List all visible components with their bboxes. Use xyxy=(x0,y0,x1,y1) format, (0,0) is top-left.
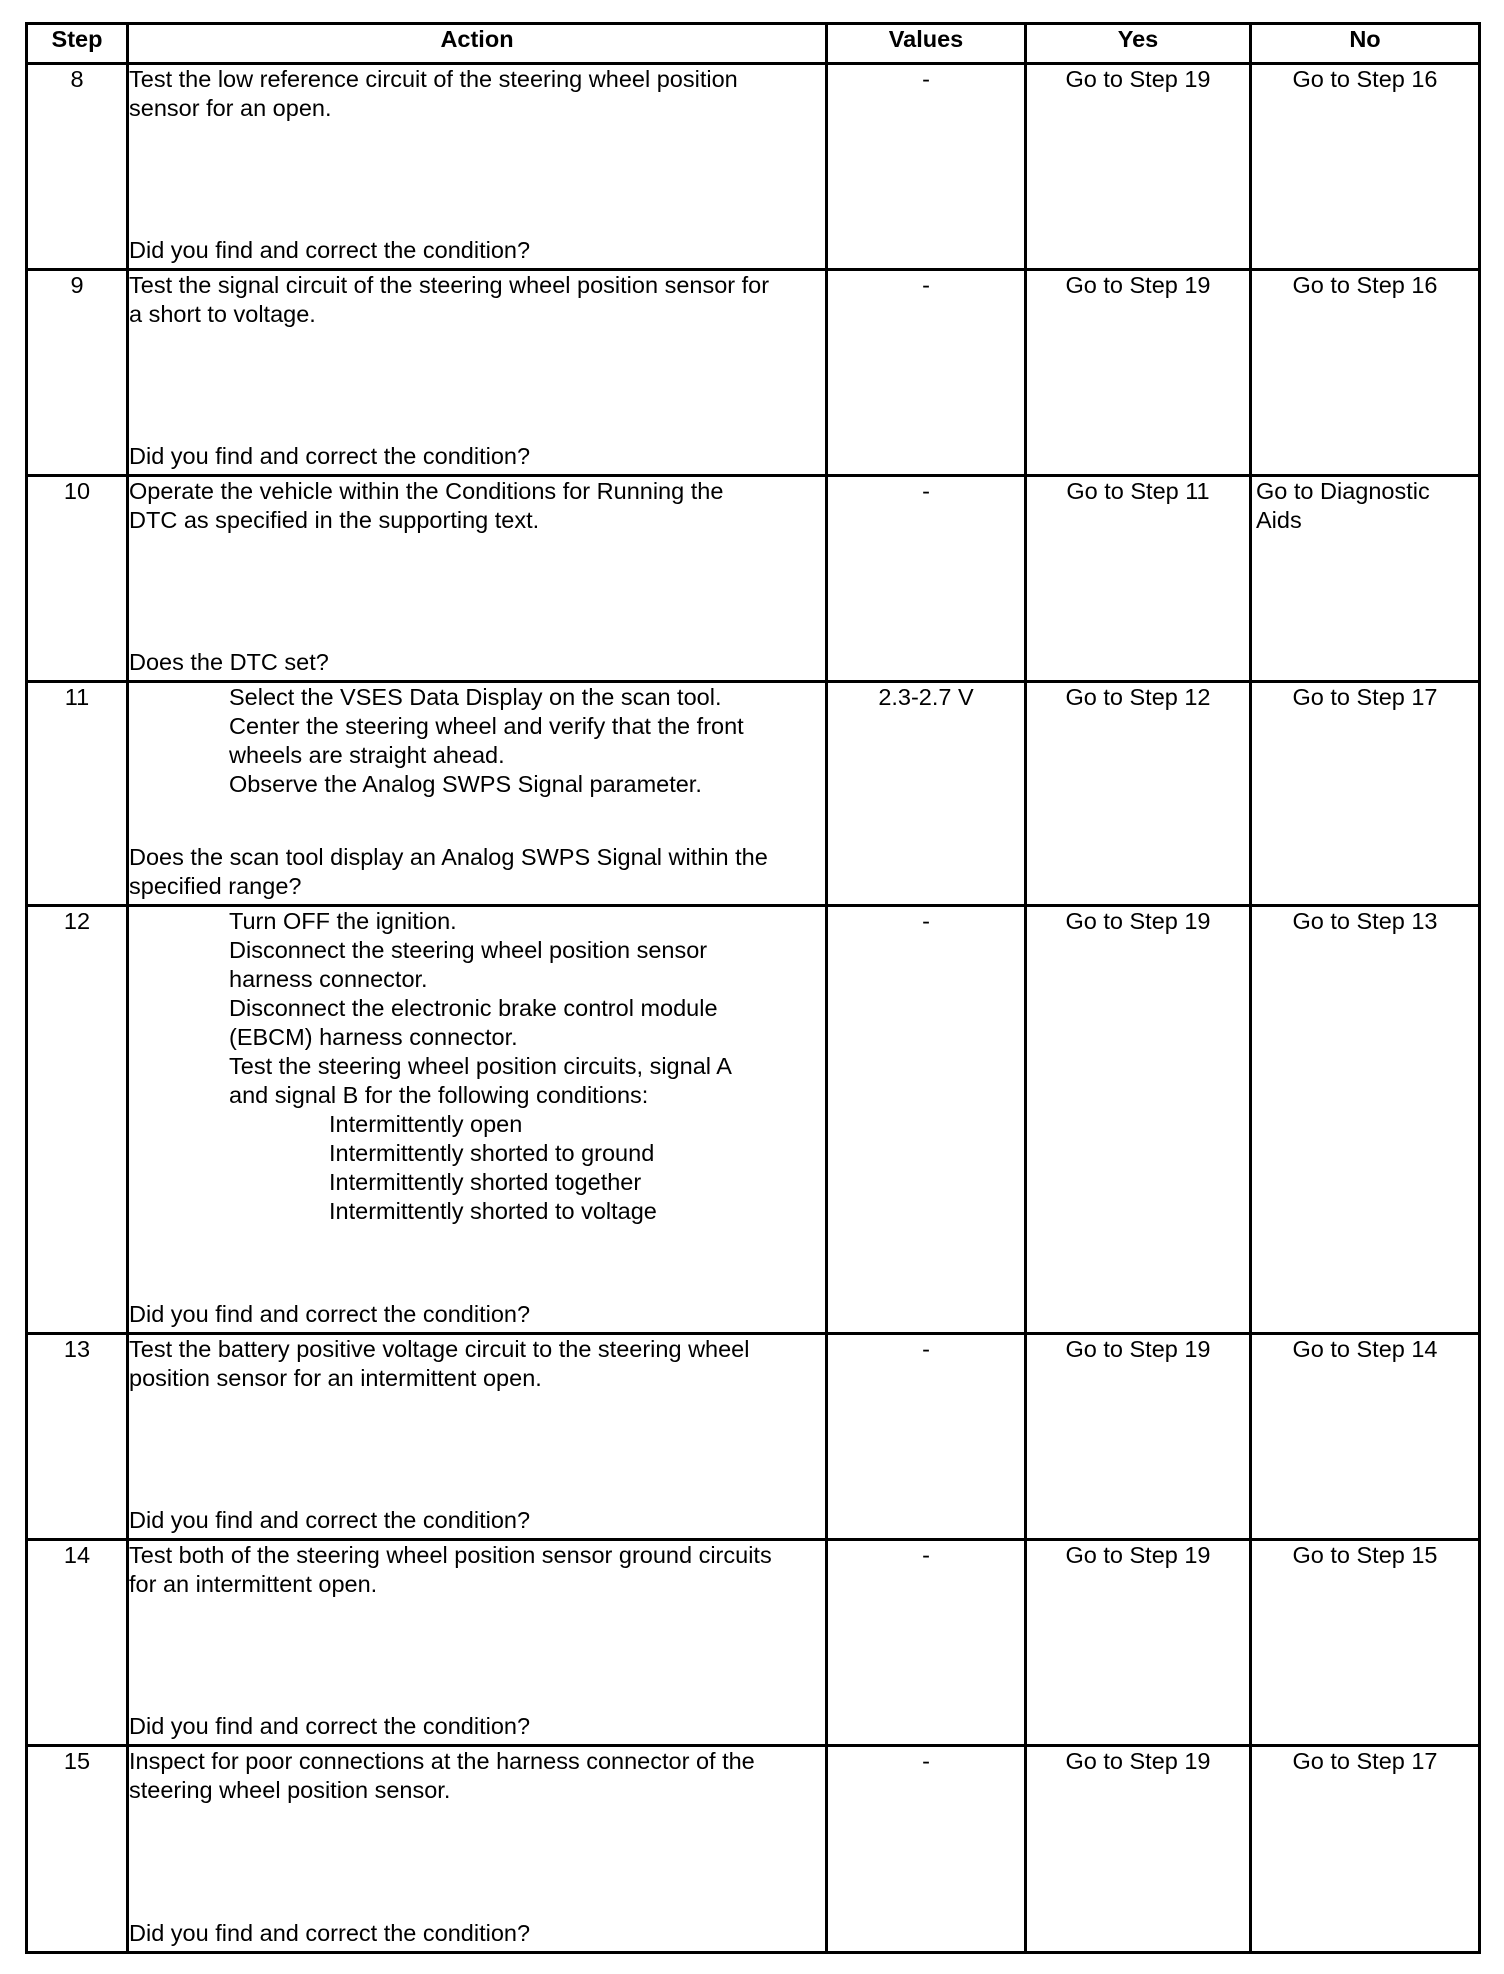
sub-condition: Intermittently open xyxy=(329,1111,523,1137)
action-cell xyxy=(128,1746,827,1953)
action-text: Inspect for poor connections at the harness connector of the steering wheel position sensor. xyxy=(129,1748,755,1803)
no-link[interactable]: Go to Step 14 xyxy=(1251,1334,1480,1540)
question-text: Did you find and correct the condition? xyxy=(129,1507,531,1533)
step-number: 13 xyxy=(27,1334,128,1540)
value-cell: - xyxy=(827,1334,1026,1540)
action-step: Disconnect the steering wheel position sensor xyxy=(229,937,708,963)
action-steps xyxy=(129,907,825,1226)
sub-condition: Intermittently shorted to voltage xyxy=(329,1198,657,1224)
no-link[interactable]: Go to Diagnostic Aids xyxy=(1251,476,1480,682)
step-number: 15 xyxy=(27,1746,128,1953)
no-link[interactable]: Go to Step 17 xyxy=(1251,1746,1480,1953)
no-link[interactable]: Go to Step 15 xyxy=(1251,1540,1480,1746)
table-row-step-13 xyxy=(27,1334,1480,1540)
question-text: Did you find and correct the condition? xyxy=(129,237,531,263)
question-text: Did you find and correct the condition? xyxy=(129,1301,531,1327)
yes-link[interactable]: Go to Step 19 xyxy=(1026,270,1251,476)
yes-link[interactable]: Go to Step 19 xyxy=(1026,64,1251,270)
action-cell xyxy=(128,1540,827,1746)
action-step: (EBCM) harness connector. xyxy=(229,1024,518,1050)
question-text: Did you find and correct the condition? xyxy=(129,1920,531,1946)
no-link[interactable]: Go to Step 17 xyxy=(1251,682,1480,906)
value-cell: - xyxy=(827,906,1026,1334)
table-row-step-15 xyxy=(27,1746,1480,1953)
table-row-step-10 xyxy=(27,476,1480,682)
table-row-step-12 xyxy=(27,906,1480,1334)
question-text: Did you find and correct the condition? xyxy=(129,443,531,469)
table-row-step-8 xyxy=(27,64,1480,270)
step-number: 12 xyxy=(27,906,128,1334)
action-step: Turn OFF the ignition. xyxy=(229,908,457,934)
step-number: 14 xyxy=(27,1540,128,1746)
no-link[interactable]: Go to Step 13 xyxy=(1251,906,1480,1334)
action-step: wheels are straight ahead. xyxy=(229,742,505,768)
value-cell: - xyxy=(827,270,1026,476)
action-cell xyxy=(128,64,827,270)
question-text: Does the scan tool display an Analog SWPS Signal within the specified range? xyxy=(129,844,768,899)
header-step: Step xyxy=(27,24,128,64)
header-row xyxy=(27,24,1480,64)
step-number: 8 xyxy=(27,64,128,270)
action-text: Test the signal circuit of the steering wheel position sensor for a short to voltage. xyxy=(129,272,770,327)
header-no: No xyxy=(1251,24,1480,64)
action-cell xyxy=(128,476,827,682)
action-step: harness connector. xyxy=(229,966,428,992)
action-step: Observe the Analog SWPS Signal parameter. xyxy=(229,771,702,797)
action-step: Test the steering wheel position circuits, signal A xyxy=(229,1053,732,1079)
no-link[interactable]: Go to Step 16 xyxy=(1251,64,1480,270)
action-cell xyxy=(128,270,827,476)
action-text: Operate the vehicle within the Conditions for Running the DTC as specified in the supporting text. xyxy=(129,478,724,533)
question-text: Does the DTC set? xyxy=(129,649,329,675)
question-text: Did you find and correct the condition? xyxy=(129,1713,531,1739)
step-number: 11 xyxy=(27,682,128,906)
action-text: Test the low reference circuit of the steering wheel position sensor for an open. xyxy=(129,66,738,121)
step-number: 10 xyxy=(27,476,128,682)
header-action: Action xyxy=(128,24,827,64)
value-cell: - xyxy=(827,64,1026,270)
action-step: and signal B for the following conditions: xyxy=(229,1082,649,1108)
yes-link[interactable]: Go to Step 19 xyxy=(1026,1746,1251,1953)
value-cell: - xyxy=(827,1540,1026,1746)
yes-link[interactable]: Go to Step 19 xyxy=(1026,1540,1251,1746)
action-text: Test the battery positive voltage circuit to the steering wheel position sensor for an intermittent open. xyxy=(129,1336,750,1391)
yes-link[interactable]: Go to Step 19 xyxy=(1026,1334,1251,1540)
step-number: 9 xyxy=(27,270,128,476)
table-row-step-11 xyxy=(27,682,1480,906)
action-cell xyxy=(128,682,827,906)
sub-condition: Intermittently shorted to ground xyxy=(329,1140,655,1166)
table-row-step-9 xyxy=(27,270,1480,476)
sub-condition: Intermittently shorted together xyxy=(329,1169,642,1195)
value-cell: - xyxy=(827,476,1026,682)
yes-link[interactable]: Go to Step 12 xyxy=(1026,682,1251,906)
action-text: Test both of the steering wheel position sensor ground circuits for an intermittent open. xyxy=(129,1542,772,1597)
value-cell: - xyxy=(827,1746,1026,1953)
header-values: Values xyxy=(827,24,1026,64)
value-cell: 2.3-2.7 V xyxy=(827,682,1026,906)
no-link[interactable]: Go to Step 16 xyxy=(1251,270,1480,476)
action-step: Center the steering wheel and verify that the front xyxy=(229,713,744,739)
action-step: Disconnect the electronic brake control module xyxy=(229,995,718,1021)
yes-link[interactable]: Go to Step 19 xyxy=(1026,906,1251,1334)
action-steps xyxy=(129,683,825,799)
action-step: Select the VSES Data Display on the scan tool. xyxy=(229,684,722,710)
action-cell xyxy=(128,1334,827,1540)
table-row-step-14 xyxy=(27,1540,1480,1746)
action-cell xyxy=(128,906,827,1334)
diagnostic-table xyxy=(25,22,1481,1954)
yes-link[interactable]: Go to Step 11 xyxy=(1026,476,1251,682)
header-yes: Yes xyxy=(1026,24,1251,64)
